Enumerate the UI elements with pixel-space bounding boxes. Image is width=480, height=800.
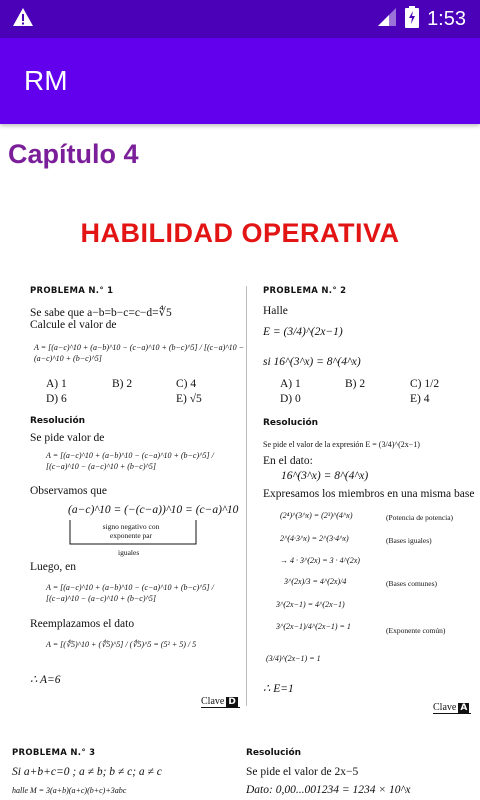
problem-3-halle: halle M = 3(a+b)(a+c)(b+c)+3abc	[12, 786, 127, 795]
section-heading: HABILIDAD OPERATIVA	[80, 218, 400, 248]
problem-2-step-2-note: (Bases iguales)	[386, 536, 432, 545]
problem-1-title: PROBLEMA N.° 1	[30, 286, 114, 296]
problem-1-result: ∴ A=6	[30, 674, 61, 686]
problem-2-step-1-note: (Potencia de potencia)	[386, 513, 454, 522]
battery-charging-icon	[405, 6, 419, 33]
problem-1-identity: (a−c)^10 = (−(c−a))^10 = (c−a)^10	[68, 504, 239, 516]
problem-1-iguales: iguales	[118, 548, 140, 557]
answer-key-value: A	[460, 703, 468, 713]
problem-2-option-c: C) 1/2	[410, 378, 440, 390]
problem-2-step-1: (2⁴)^(3^x) = (2³)^(4^x)	[280, 511, 353, 520]
problem-1-option-d: D) 6	[46, 393, 67, 405]
problem-2-step-6: 3^(2x−1)/4^(2x−1) = 1	[276, 622, 351, 631]
problem-2-option-d: D) 0	[280, 393, 301, 405]
problem-1-option-a: A) 1	[46, 378, 67, 390]
app-bar	[0, 38, 480, 124]
problem-1-solution-expression: A = [(a−c)^10 + (a−b)^10 − (c−a)^10 + (b−c)^5] / [(c−a)^10 − (a−c)^10 + (b−c)^5]	[46, 451, 214, 471]
problem-2-en-dato: En el dato:	[263, 455, 313, 467]
problem-1-reemplazamos: Reemplazamos el dato	[30, 618, 135, 630]
problem-2-halle: Halle	[263, 305, 288, 317]
problem-2-step-6-note: (Exponente común)	[386, 626, 446, 635]
problem-3-given: Si a+b+c=0 ; a ≠ b; b ≠ c; a ≠ c	[12, 766, 162, 778]
problem-1-answer-key	[201, 696, 240, 708]
problem-1-luego: Luego, en	[30, 561, 76, 573]
column-divider	[246, 286, 247, 706]
problem-1-cancelled-expression: A = [(a−c)^10 + (a−b)^10 − (c−a)^10 + (b−c)^5] / [(c−a)^10 − (a−c)^10 + (b−c)^5]	[46, 583, 214, 603]
problem-3-dato: Dato: 0,00...001234 = 1234 × 10^x	[246, 784, 411, 796]
problem-1-resolution-title: Resolución	[30, 416, 86, 426]
problem-1-option-e: E) √5	[176, 393, 202, 405]
problem-1-solution-intro: Se pide valor de	[30, 432, 105, 444]
answer-key-value: D	[228, 697, 236, 707]
problem-1-substitution: A = [(∜5)^10 + (∜5)^5] / (∜5)^5 = (5² + 5) / 5	[46, 640, 197, 649]
problem-1-observe: Observamos que	[30, 485, 107, 497]
problem-2-dato: 16^(3^x) = 8^(4^x)	[281, 470, 369, 482]
warning-icon	[12, 7, 34, 32]
problem-1-option-b: B) 2	[112, 378, 133, 390]
problem-2-step-4: 3^(2x)/3 = 4^(2x)/4	[284, 577, 347, 586]
problem-2-option-b: B) 2	[345, 378, 366, 390]
answer-key-label: Clave	[433, 702, 457, 713]
signal-icon	[377, 7, 397, 32]
problem-1-expression: A = [(a−c)^10 + (a−b)^10 − (c−a)^10 + (b−c)^5] / [(c−a)^10 − (a−c)^10 + (b−c)^5]	[34, 343, 245, 363]
problem-2-resolution-title: Resolución	[263, 418, 319, 428]
problem-3-resolution-title: Resolución	[246, 748, 302, 758]
status-bar	[0, 0, 480, 38]
app-title: RM	[24, 65, 68, 96]
problem-2-step-4-note: (Bases comunes)	[386, 579, 438, 588]
problem-2-condition: si 16^(3^x) = 8^(4^x)	[263, 356, 361, 368]
problem-2-step-7: (3/4)^(2x−1) = 1	[266, 654, 321, 663]
problem-1-note: signo negativo con exponente par	[102, 522, 160, 540]
problem-2-option-e: E) 4	[410, 393, 430, 405]
problem-3-title: PROBLEMA N.° 3	[12, 748, 96, 758]
problem-2-expression: E = (3/4)^(2x−1)	[263, 326, 343, 338]
problem-2-title: PROBLEMA N.° 2	[263, 286, 347, 296]
document-view[interactable]	[0, 124, 480, 800]
clock: 1:53	[427, 8, 466, 30]
problem-2-result: ∴ E=1	[263, 683, 294, 695]
chapter-title: Capítulo 4	[8, 139, 139, 169]
problem-2-option-a: A) 1	[280, 378, 301, 390]
problem-1-ask: Calcule el valor de	[30, 319, 117, 331]
problem-2-answer-key	[433, 702, 471, 714]
answer-key-label: Clave	[201, 696, 225, 707]
problem-1-option-c: C) 4	[176, 378, 197, 390]
problem-3-solution-intro: Se pide el valor de 2x−5	[246, 766, 359, 778]
problem-2-expresamos: Expresamos los miembros en una misma base	[263, 488, 475, 500]
problem-2-step-5: 3^(2x−1) = 4^(2x−1)	[276, 600, 345, 609]
problem-2-step-3: → 4 · 3^(2x) = 3 · 4^(2x)	[280, 556, 360, 565]
problem-2-solution-intro: Se pide el valor de la expresión E = (3/4)^(2x−1)	[263, 440, 420, 449]
problem-2-step-2: 2^(4·3^x) = 2^(3·4^x)	[280, 534, 349, 543]
problem-1-given: Se sabe que a−b=b−c=c−d=∜5	[30, 307, 172, 319]
